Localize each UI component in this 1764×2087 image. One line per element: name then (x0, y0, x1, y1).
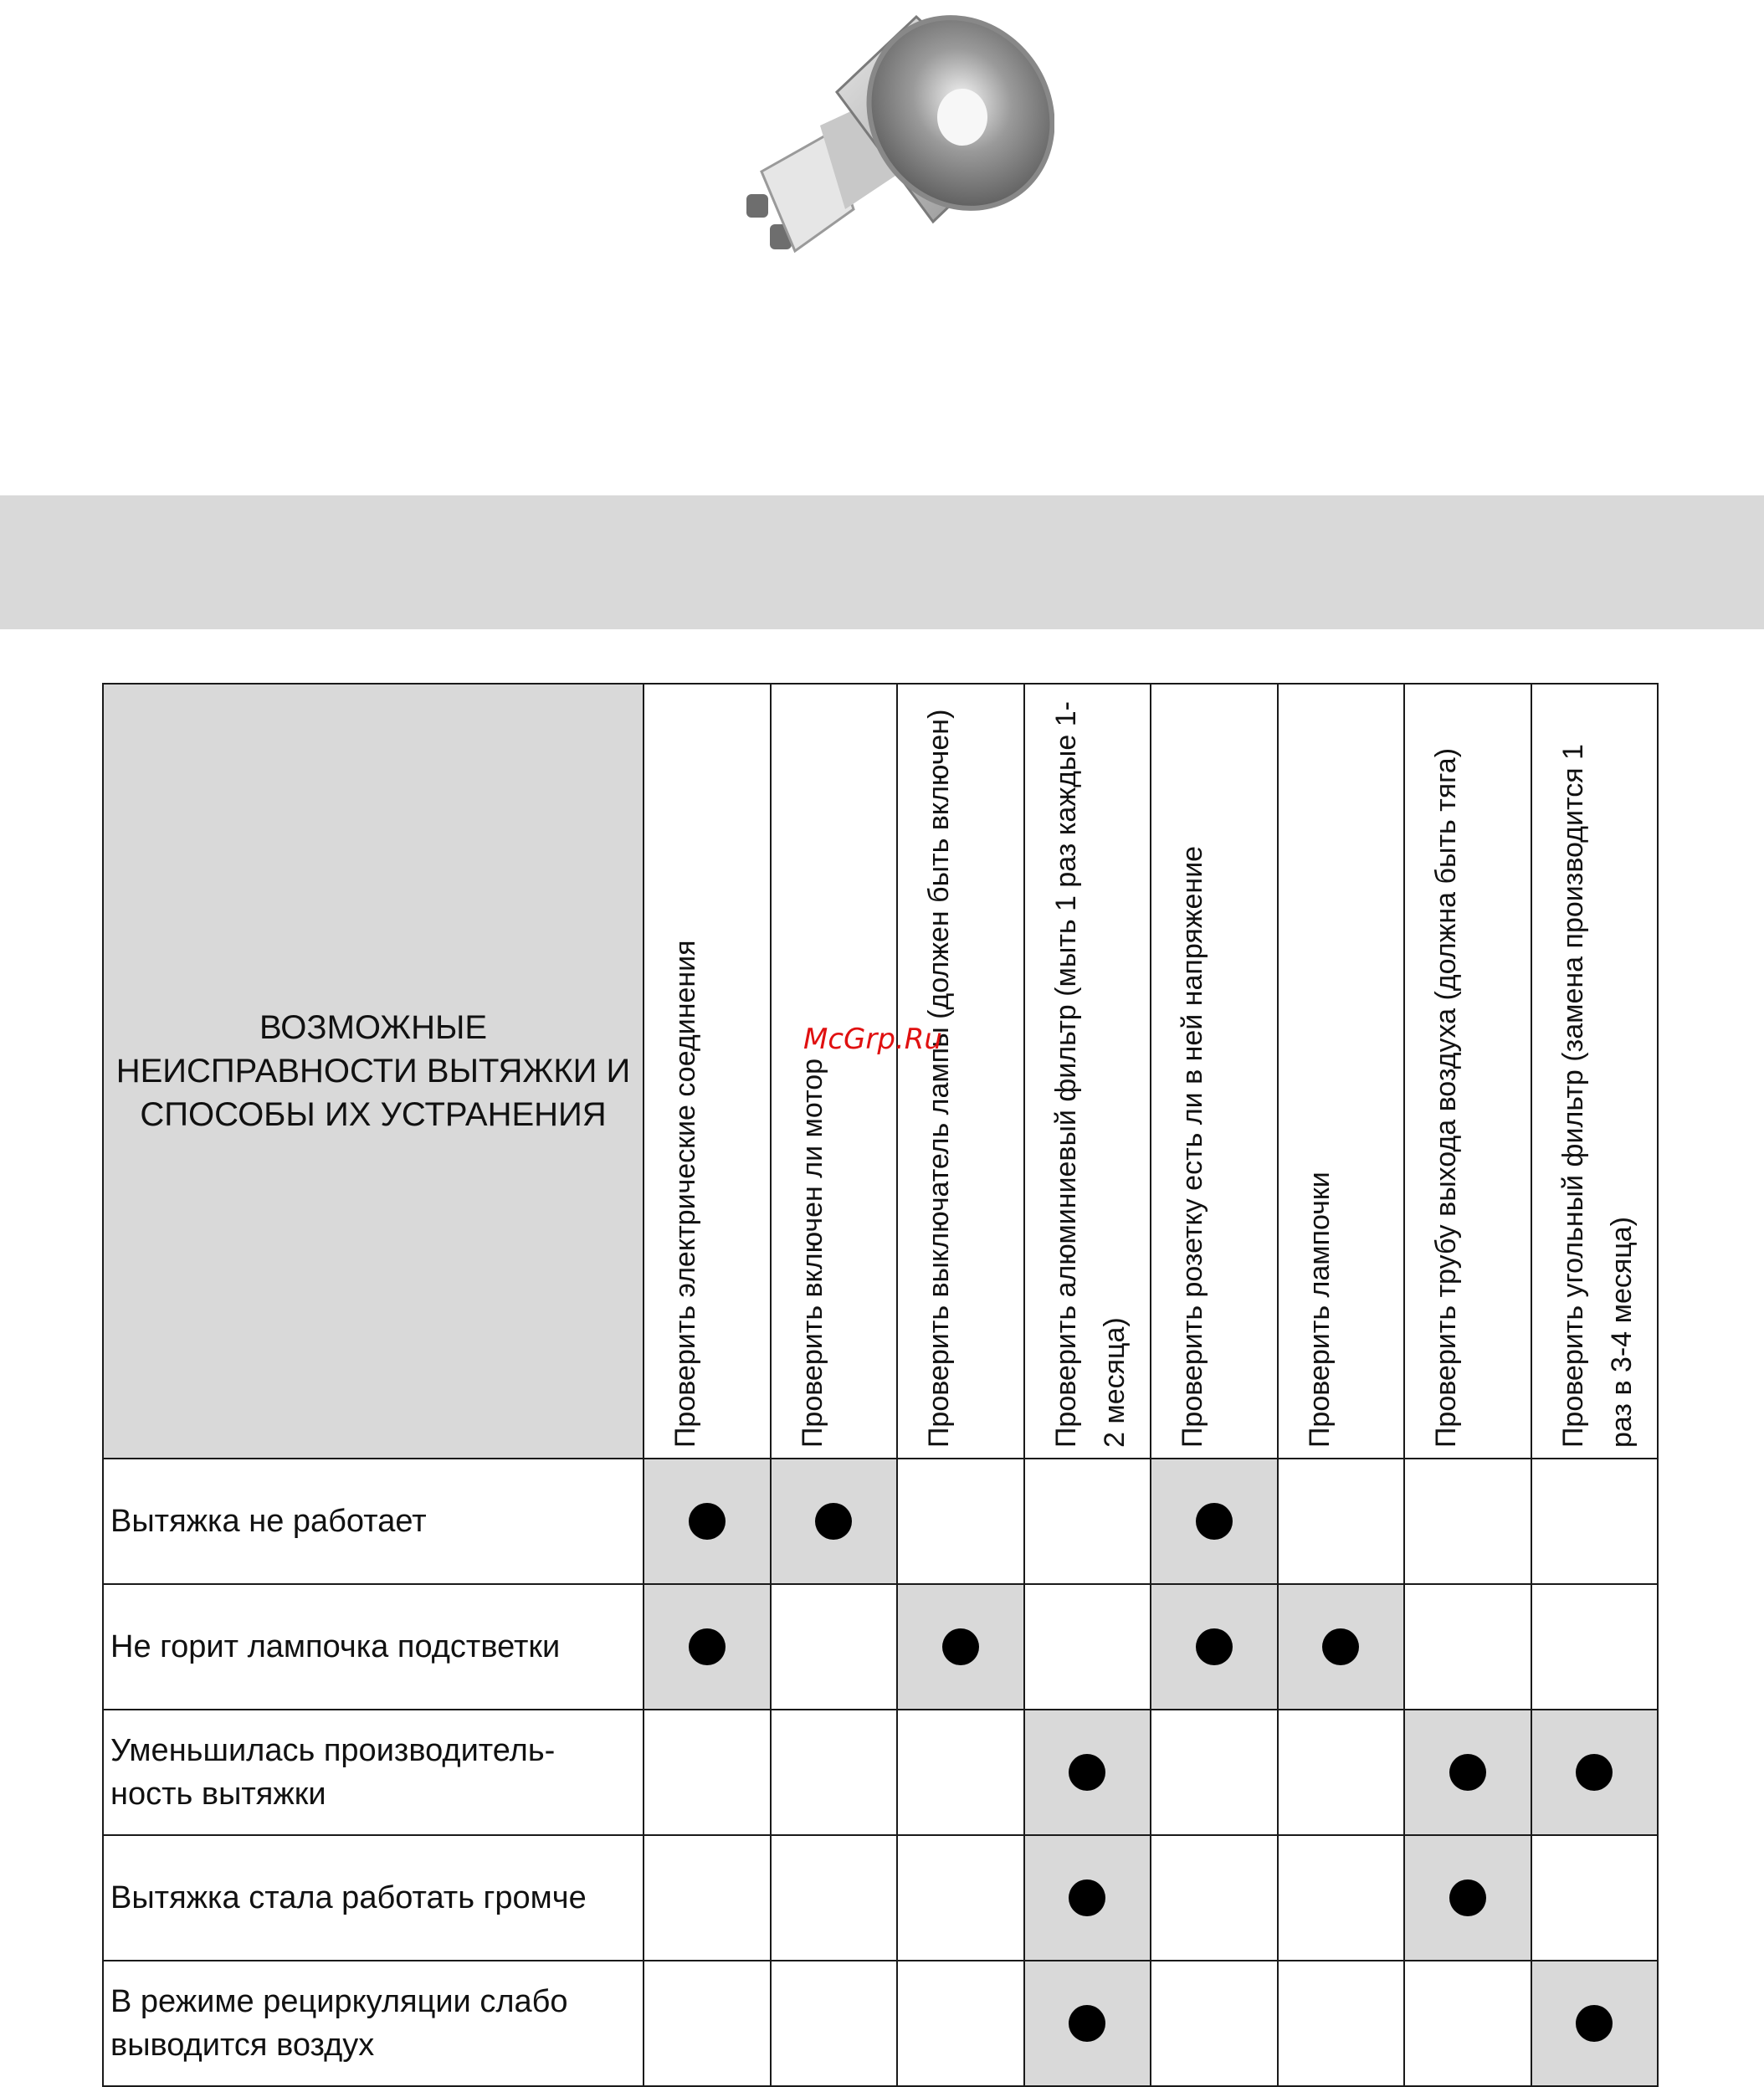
check-dot-icon (1196, 1503, 1233, 1540)
column-header-2 (770, 683, 899, 1459)
column-header-label: Проверить трубу выхода воздуха (должна быть тяга) (1430, 747, 1462, 1448)
gray-header-band (0, 495, 1764, 629)
table-cell (1150, 1834, 1279, 1961)
check-dot-icon (1196, 1628, 1233, 1665)
table-cell (1150, 1960, 1279, 2087)
table-cell (770, 1960, 899, 2087)
column-header-label: Проверить включен ли мотор (796, 1058, 828, 1448)
check-dot-icon (1576, 1754, 1613, 1791)
column-header-label: Проверить розетку есть ли в ней напряжение (1177, 845, 1208, 1448)
table-cell (1023, 1458, 1152, 1585)
check-dot-icon (1069, 2005, 1105, 2042)
table-cell (770, 1583, 899, 1710)
table-cell (896, 1458, 1025, 1585)
check-dot-icon (942, 1628, 979, 1665)
table-cell (643, 1960, 772, 2087)
column-header-3 (896, 683, 1025, 1459)
table-cell (896, 1960, 1025, 2087)
table-cell (1023, 1834, 1152, 1961)
table-cell (1150, 1709, 1279, 1836)
table-cell (1403, 1709, 1532, 1836)
check-dot-icon (815, 1503, 852, 1540)
table-cell (643, 1583, 772, 1710)
table-cell (1403, 1458, 1532, 1585)
row-header-label: Уменьшилась производитель- ность вытяжки (110, 1733, 556, 1812)
column-header-8 (1531, 683, 1659, 1459)
table-cell (1277, 1960, 1406, 2087)
column-header-label: Проверить алюминиевый фильтр (мыть 1 раз каждые 1-2 месяца) (1049, 701, 1131, 1448)
table-corner-header: ВОЗМОЖНЫЕ НЕИСПРАВНОСТИ ВЫТЯЖКИ И СПОСОБЫ ИХ УСТРАНЕНИЯ (102, 683, 644, 1459)
table-cell (643, 1458, 772, 1585)
table-cell (1403, 1583, 1532, 1710)
row-header (102, 1960, 644, 2087)
column-header-1 (643, 683, 772, 1459)
table-cell (1277, 1583, 1406, 1710)
table-cell (1277, 1834, 1406, 1961)
row-header (102, 1583, 644, 1710)
table-cell (896, 1583, 1025, 1710)
table-cell (1403, 1834, 1532, 1961)
table-cell (1023, 1960, 1152, 2087)
check-dot-icon (1069, 1879, 1105, 1916)
table-cell (1531, 1709, 1659, 1836)
column-header-5 (1150, 683, 1279, 1459)
table-cell (770, 1834, 899, 1961)
table-cell (643, 1709, 772, 1836)
check-dot-icon (689, 1503, 726, 1540)
table-cell (1277, 1709, 1406, 1836)
check-dot-icon (1449, 1879, 1486, 1916)
table-cell (1531, 1458, 1659, 1585)
troubleshooting-table (102, 683, 1657, 2080)
row-header (102, 1834, 644, 1961)
table-cell (1150, 1458, 1279, 1585)
table-cell (770, 1709, 899, 1836)
table-cell (643, 1834, 772, 1961)
table-cell (770, 1458, 899, 1585)
check-dot-icon (1322, 1628, 1359, 1665)
check-dot-icon (689, 1628, 726, 1665)
check-dot-icon (1449, 1754, 1486, 1791)
row-header-label: В режиме рециркуляции слабо выводится воздух (110, 1984, 568, 2063)
table-cell (1531, 1960, 1659, 2087)
row-header (102, 1458, 644, 1585)
table-cell (896, 1834, 1025, 1961)
halogen-bulb-image (728, 0, 1054, 276)
row-header-label: Вытяжка стала работать громче (110, 1880, 587, 1915)
table-cell (1023, 1583, 1152, 1710)
table-cell (1531, 1834, 1659, 1961)
row-header-label: Не горит лампочка подстветки (110, 1629, 561, 1664)
watermark: McGrp.Ru (803, 1023, 942, 1056)
check-dot-icon (1069, 1754, 1105, 1791)
column-header-label: Проверить лампочки (1303, 1172, 1336, 1448)
table-cell (1150, 1583, 1279, 1710)
check-dot-icon (1576, 2005, 1613, 2042)
table-cell (1277, 1458, 1406, 1585)
column-header-label: Проверить угольный фильтр (замена производится 1 раз в 3-4 месяца) (1556, 744, 1638, 1448)
column-header-6 (1277, 683, 1406, 1459)
row-header-label: Вытяжка не работает (110, 1504, 427, 1539)
table-cell (1531, 1583, 1659, 1710)
table-cell (1403, 1960, 1532, 2087)
column-header-label: Проверить электрические соединения (669, 940, 701, 1448)
table-cell (1023, 1709, 1152, 1836)
row-header (102, 1709, 644, 1836)
column-header-4 (1023, 683, 1152, 1459)
column-header-7 (1403, 683, 1532, 1459)
column-header-label: Проверить выключатель лампы (должен быть включен) (923, 709, 955, 1448)
table-cell (896, 1709, 1025, 1836)
